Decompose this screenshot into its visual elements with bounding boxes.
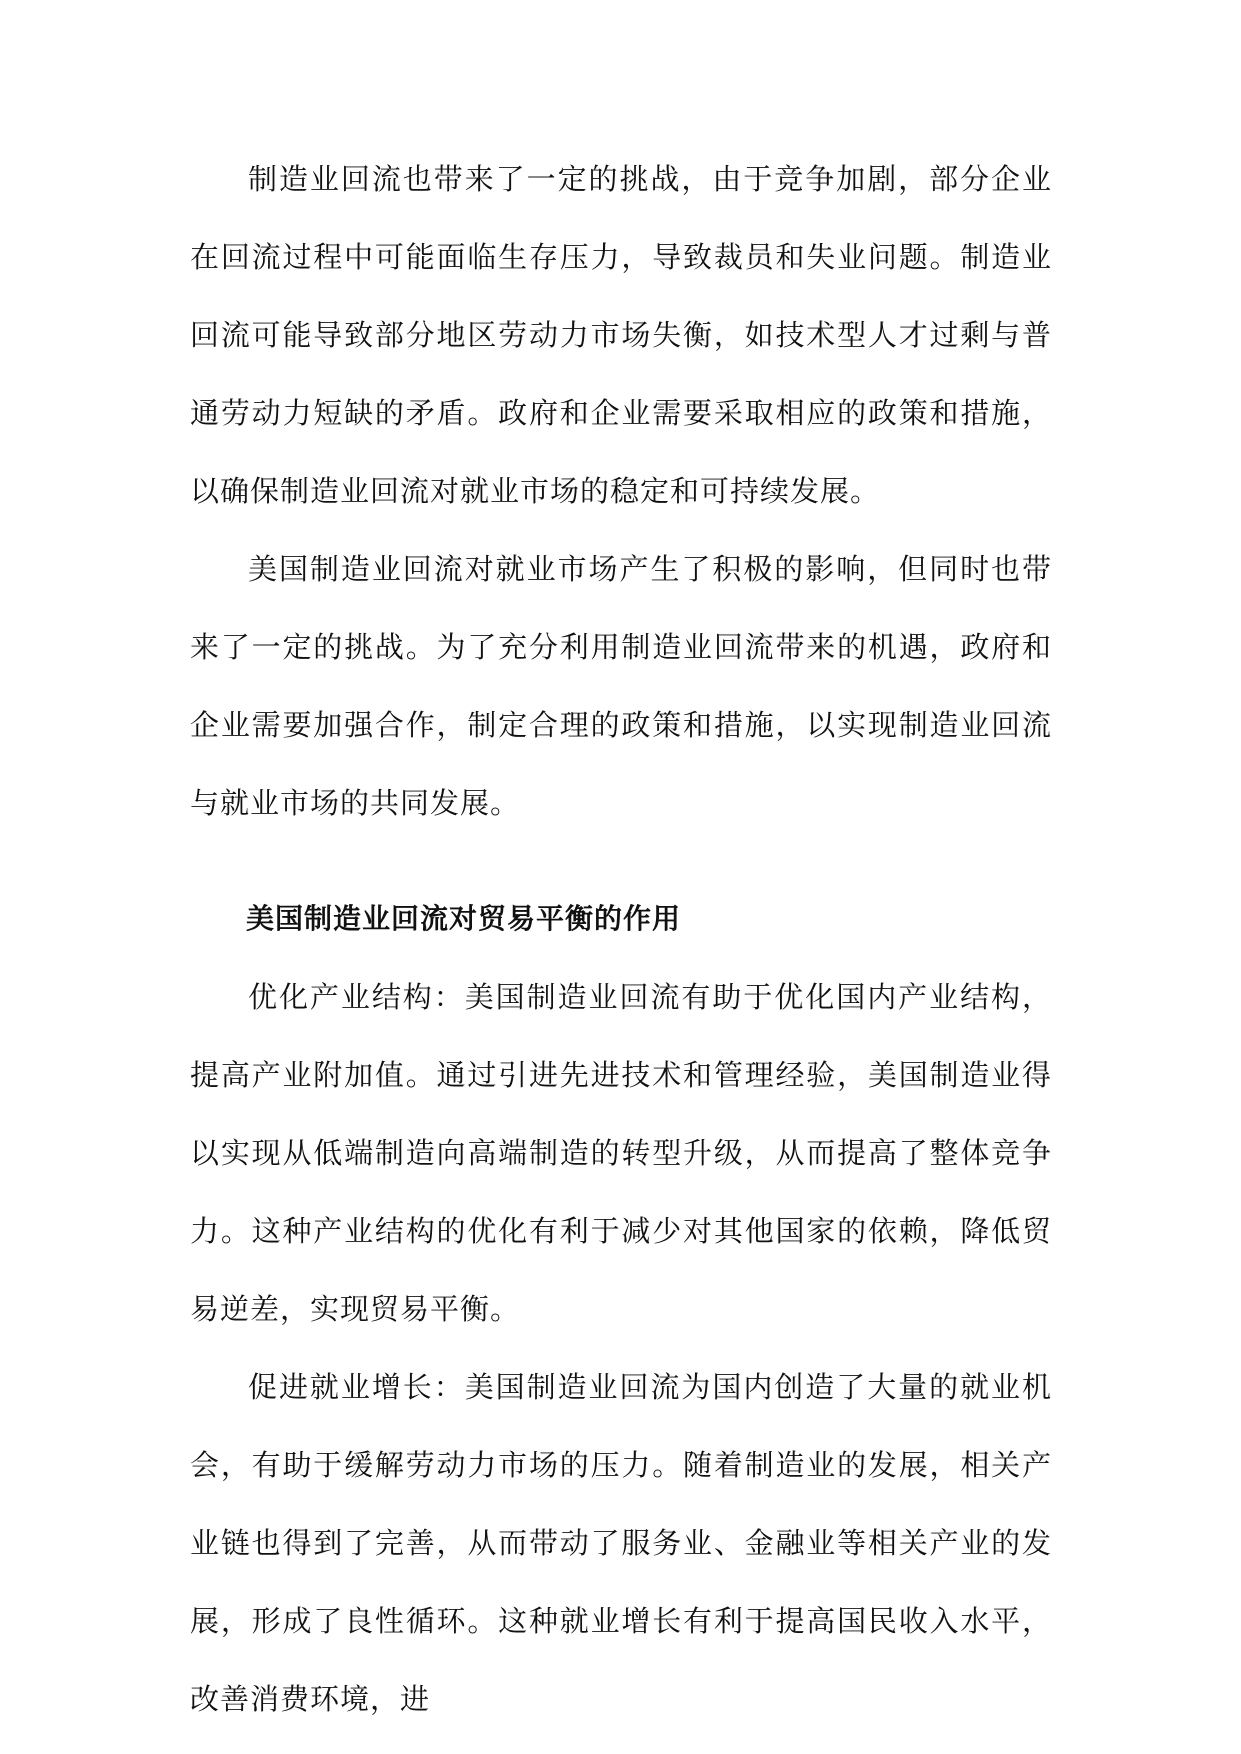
paragraph-employment-growth: 促进就业增长：美国制造业回流为国内创造了大量的就业机会，有助于缓解劳动力市场的压力。随着制造业的发展，相关产业链也得到了完善，从而带动了服务业、金融业等相关产业的发展，形成了良性循环。这种就业增长有利于提高国民收入水平，改善消费环境，进: [190, 1370, 1052, 1716]
paragraph-challenges: 制造业回流也带来了一定的挑战，由于竞争加剧，部分企业在回流过程中可能面临生存压力，导致裁员和失业问题。制造业回流可能导致部分地区劳动力市场失衡，如技术型人才过剩与普通劳动力短缺的矛盾。政府和企业需要采取相应的政策和措施，以确保制造业回流对就业市场的稳定和可持续发展。: [190, 162, 1052, 508]
section-heading: 美国制造业回流对贸易平衡的作用: [246, 902, 682, 935]
paragraph-industry-structure: 优化产业结构：美国制造业回流有助于优化国内产业结构，提高产业附加值。通过引进先进技术和管理经验，美国制造业得以实现从低端制造向高端制造的转型升级，从而提高了整体竞争力。这种产业结构的优化有利于减少对其他国家的依赖，降低贸易逆差，实现贸易平衡。: [190, 980, 1052, 1326]
paragraph-summary: 美国制造业回流对就业市场产生了积极的影响，但同时也带来了一定的挑战。为了充分利用制造业回流带来的机遇，政府和企业需要加强合作，制定合理的政策和措施，以实现制造业回流与就业市场的共同发展。: [190, 552, 1052, 820]
document-page: [190, 140, 1052, 1738]
